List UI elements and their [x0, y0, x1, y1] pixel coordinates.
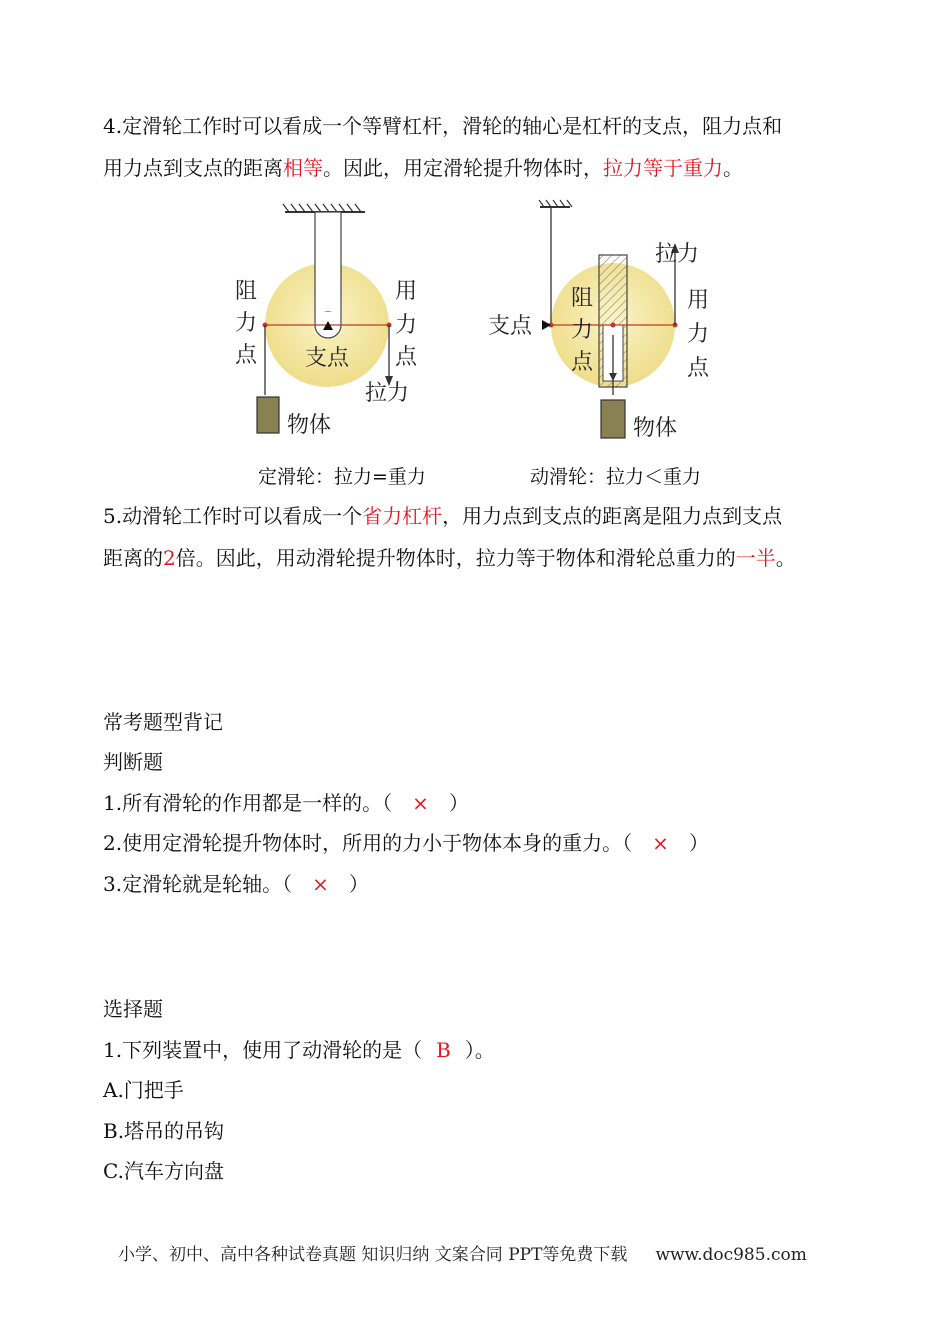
option-c: C.汽车方向盘: [103, 1159, 224, 1183]
effort-label-2: 力: [395, 313, 418, 338]
question-text: 3.定滑轮就是轮轴。（: [103, 872, 293, 896]
resist-label-1: 阻: [235, 279, 258, 304]
text: 倍。因此，用动滑轮提升物体时，拉力等于物体和滑轮总重力的: [175, 546, 736, 570]
effort-label-3: 点: [395, 345, 418, 370]
answer-mark: ×: [652, 831, 669, 855]
fixed-pulley-caption: 定滑轮：拉力=重力: [258, 466, 426, 488]
resist-point-dot: [611, 323, 616, 328]
effort-label-2: 力: [687, 322, 710, 347]
fulcrum-label: 支点: [488, 314, 533, 339]
object-label: 物体: [633, 416, 678, 441]
fulcrum-arrow: [542, 320, 551, 330]
fixed-pulley-diagram: [225, 200, 435, 445]
question-text: 1.下列装置中，使用了动滑轮的是（: [103, 1038, 423, 1062]
red-answer: 省力杠杆: [362, 504, 443, 528]
section-title: 常考题型背记: [103, 710, 223, 734]
resist-label-3: 点: [571, 350, 594, 375]
close-paren: ）: [348, 872, 369, 896]
text: 。: [775, 546, 796, 570]
footer-link[interactable]: www.doc985.com: [655, 1245, 807, 1265]
text: 用力点到支点的距离: [103, 156, 283, 180]
option-b: B.塔吊的吊钩: [103, 1119, 225, 1143]
judge-item-1: [103, 789, 469, 817]
answer-mark: B: [436, 1038, 451, 1062]
movable-pulley-diagram: [485, 195, 725, 445]
effort-label-1: 用: [395, 279, 418, 304]
support-bar: [315, 212, 341, 322]
p4-line1: 4.定滑轮工作时可以看成一个等臂杠杆，滑轮的轴心是杠杆的支点，阻力点和: [103, 114, 783, 138]
pull-label: 拉力: [655, 242, 700, 267]
pull-label: 拉力: [365, 381, 410, 406]
fulcrum-label: 支点: [305, 346, 350, 371]
judge-item-3: [103, 870, 369, 898]
p5-line2: [103, 544, 796, 572]
movable-pulley-caption: 动滑轮：拉力＜重力: [530, 466, 702, 488]
answer-mark: ×: [412, 791, 429, 815]
effort-label-1: 用: [687, 288, 710, 313]
choice-title: 选择题: [103, 997, 163, 1021]
weight-block: [601, 400, 625, 438]
p5-line1: [103, 502, 782, 530]
judge-title: 判断题: [103, 750, 163, 774]
red-answer: 2: [163, 546, 176, 570]
effort-label-3: 点: [687, 356, 710, 381]
resist-label-3: 点: [235, 343, 258, 368]
red-answer: 拉力等于重力: [603, 156, 723, 180]
text: 5.动滑轮工作时可以看成一个: [103, 504, 363, 528]
p4-line2: [103, 154, 743, 182]
weight-block: [257, 397, 279, 433]
red-answer: 相等: [283, 156, 323, 180]
ceiling-hatch: [539, 200, 572, 207]
choice-question: [103, 1036, 495, 1064]
question-end: ）。: [464, 1038, 495, 1062]
option-a: A.门把手: [103, 1078, 184, 1102]
resist-label-2: 力: [235, 311, 258, 336]
question-text: 1.所有滑轮的作用都是一样的。（: [103, 791, 393, 815]
resist-label-2: 力: [571, 318, 594, 343]
close-paren: ）: [448, 791, 469, 815]
answer-mark: ×: [312, 872, 329, 896]
close-paren: ）: [688, 831, 709, 855]
red-answer: 一半: [735, 546, 776, 570]
object-label: 物体: [287, 413, 332, 438]
footer: [118, 1240, 807, 1265]
text: 距离的: [103, 546, 163, 570]
text: 。因此，用定滑轮提升物体时，: [323, 156, 603, 180]
judge-item-2: [103, 829, 709, 857]
text: ，用力点到支点的距离是阻力点到支点: [442, 504, 783, 528]
footer-text: 小学、初中、高中各种试卷真题 知识归纳 文案合同 PPT等免费下载: [118, 1245, 628, 1265]
question-text: 2.使用定滑轮提升物体时，所用的力小于物体本身的重力。（: [103, 831, 633, 855]
ceiling-hatch: [283, 204, 361, 212]
text: 。: [723, 156, 743, 180]
resist-label-1: 阻: [571, 286, 594, 311]
